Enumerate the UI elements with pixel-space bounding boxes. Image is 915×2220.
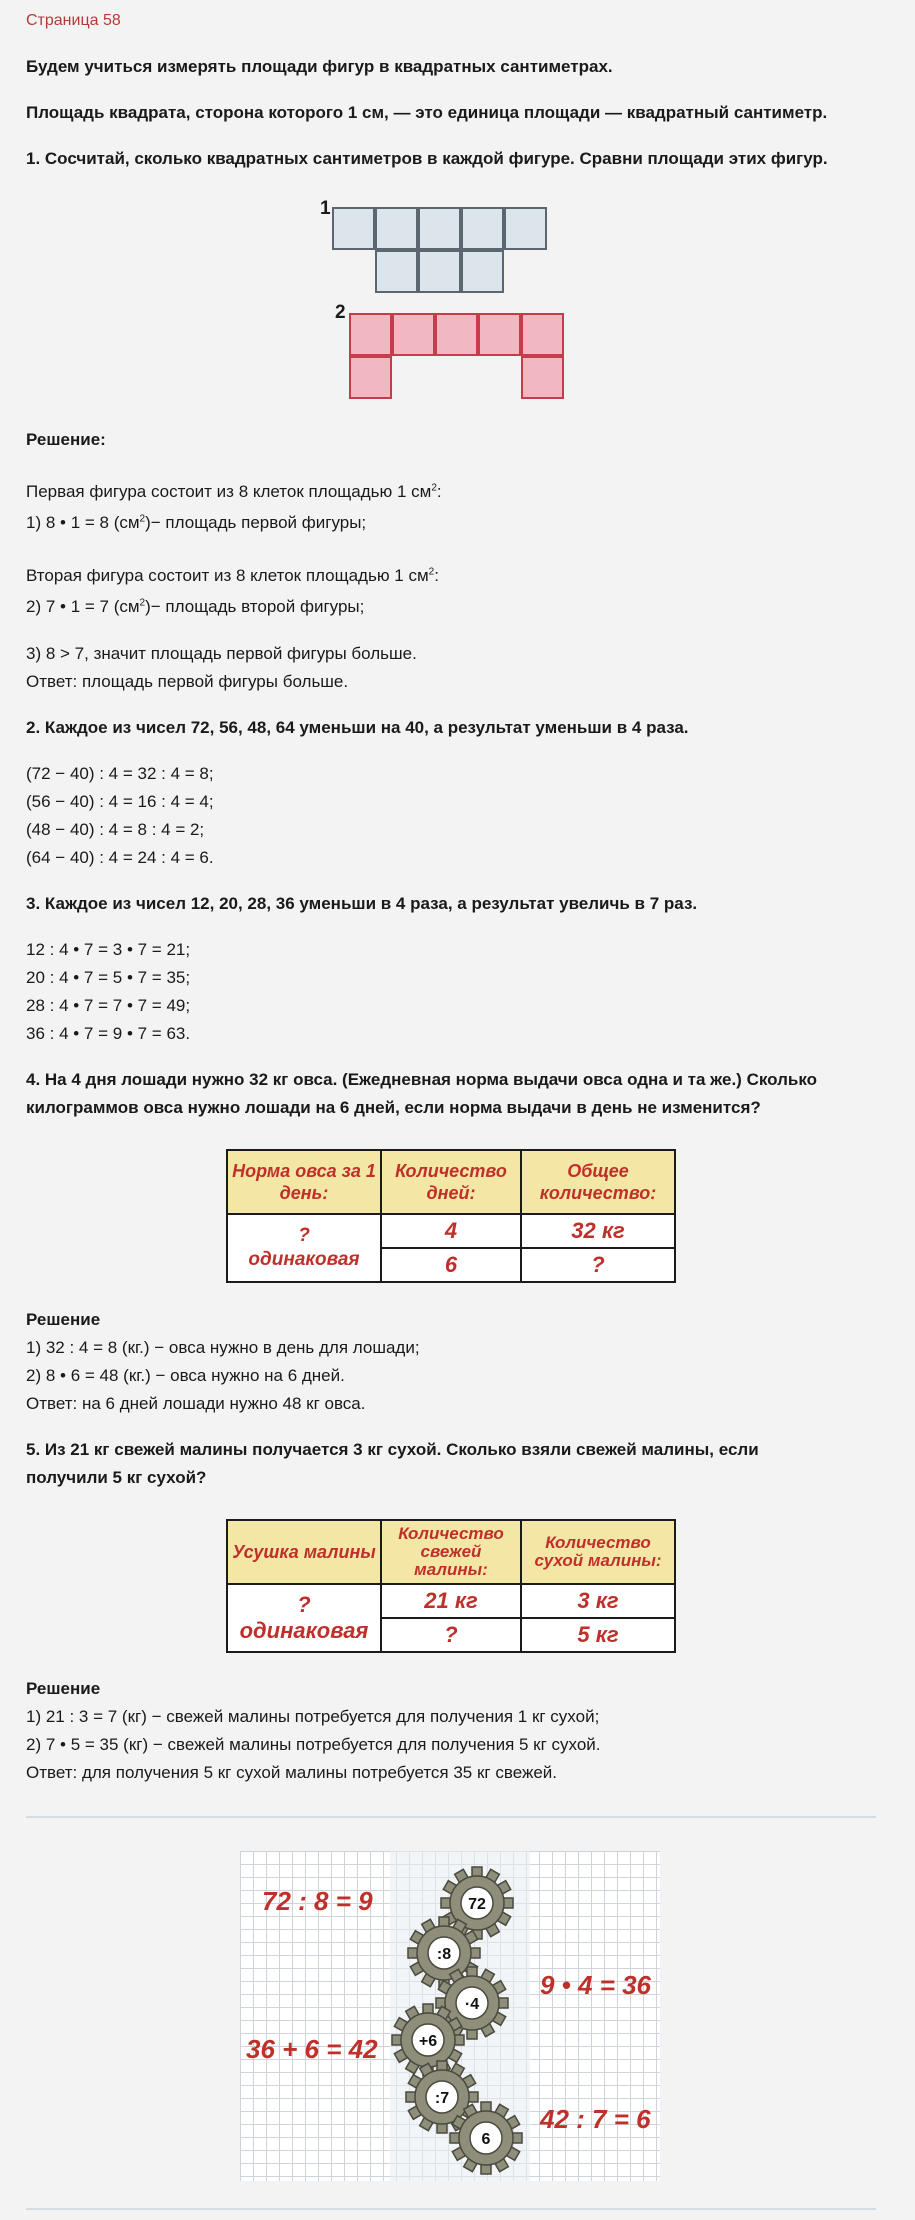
task2-line: (56 − 40) : 4 = 16 : 4 = 4;: [26, 792, 214, 811]
definition-text: Площадь квадрата, сторона которого 1 см, — это единица площади — квадратный сантиметр.: [26, 103, 828, 122]
task2-line: (64 − 40) : 4 = 24 : 4 = 6.: [26, 848, 214, 867]
task4-solution-label: Решение: [26, 1310, 101, 1329]
task4-table-header: Общее количество:: [521, 1150, 675, 1214]
svg-text:·4: ·4: [464, 1996, 480, 2013]
task3-text: 3. Каждое из чисел 12, 20, 28, 36 уменьши в 4 раза, а результат увеличь в 7 раз.: [26, 894, 698, 913]
task2-text: 2. Каждое из чисел 72, 56, 48, 64 уменьши на 40, а результат уменьши в 4 раза.: [26, 718, 689, 737]
task1-answer: Ответ: площадь первой фигуры больше.: [26, 672, 349, 691]
task4-table-header: Количество дней:: [381, 1150, 521, 1214]
task4-table-cell: 32 кг: [521, 1214, 675, 1248]
task5-line: 2) 7 • 5 = 35 (кг) − свежей малины потребуется для получения 5 кг сухой.: [26, 1735, 601, 1754]
svg-text::7: :7: [434, 2090, 450, 2107]
figure-1-label: 1: [320, 198, 331, 219]
task4-line: 1) 32 : 4 = 8 (кг.) − овса нужно в день для лошади;: [26, 1338, 420, 1357]
svg-text:+6: +6: [418, 2033, 438, 2050]
divider: [26, 2208, 876, 2210]
task4-table-cell: ?: [521, 1248, 675, 1282]
task5-table-cell: 3 кг: [521, 1584, 675, 1618]
page-title: Страница 58: [26, 12, 121, 29]
task3-line: 12 : 4 • 7 = 3 • 7 = 21;: [26, 940, 191, 959]
task4-answer: Ответ: на 6 дней лошади нужно 48 кг овса.: [26, 1394, 366, 1413]
task3-line: 20 : 4 • 7 = 5 • 7 = 35;: [26, 968, 191, 987]
task5-solution-label: Решение: [26, 1679, 101, 1698]
gears-equation: 36 + 6 = 42: [246, 2034, 378, 2064]
task5-text: 5. Из 21 кг свежей малины получается 3 кг сухой. Сколько взяли свежей малины, если: [26, 1440, 759, 1459]
task4-text: 4. На 4 дня лошади нужно 32 кг овса. (Ежедневная норма выдачи овса одна и та же.) Сколько: [26, 1070, 818, 1089]
task5-table-header: Количество свежей малины:: [381, 1520, 521, 1584]
task5-answer: Ответ: для получения 5 кг сухой малины потребуется 35 кг свежей.: [26, 1763, 558, 1782]
task5-table-cell: ?: [381, 1618, 521, 1652]
task4-table-cell: ? одинаковая: [227, 1214, 381, 1282]
task2-line: (72 − 40) : 4 = 32 : 4 = 8;: [26, 764, 214, 783]
task2-line: (48 − 40) : 4 = 8 : 4 = 2;: [26, 820, 205, 839]
task1-text: 1. Сосчитай, сколько квадратных сантиметров в каждой фигуре. Сравни площади этих фигур.: [26, 149, 828, 168]
task1-solution-label: Решение:: [26, 430, 106, 449]
task4-table-cell: 6: [381, 1248, 521, 1282]
figure-2-label: 2: [335, 302, 346, 323]
task4-table-header: Норма овса за 1 день:: [227, 1150, 381, 1214]
task5-text: получили 5 кг сухой?: [26, 1468, 207, 1487]
gears-equation: 9 • 4 = 36: [540, 1970, 652, 2000]
lesson-heading: Будем учиться измерять площади фигур в квадратных сантиметрах.: [26, 57, 613, 76]
task1-line: Первая фигура состоит из 8 клеток площадью 1 $см^2$:: [26, 482, 442, 501]
task1-line: 3) 8 > 7, значит площадь первой фигуры больше.: [26, 644, 417, 663]
task5-table-cell: ? одинаковая: [227, 1584, 381, 1652]
task5-table-cell: 5 кг: [521, 1618, 675, 1652]
task1-line: 1) 8 • 1 = 8 $(см^2)-$ площадь первой фигуры;: [26, 513, 367, 532]
task1-line: Вторая фигура состоит из 8 клеток площадью 1 $см^2$:: [26, 566, 439, 585]
svg-text:72: 72: [468, 1896, 486, 1913]
task4-table-cell: 4: [381, 1214, 521, 1248]
svg-text::8: :8: [436, 1946, 452, 1963]
task5-line: 1) 21 : 3 = 7 (кг) − свежей малины потребуется для получения 1 кг сухой;: [26, 1707, 600, 1726]
task5-table-header: Количество сухой малины:: [521, 1520, 675, 1584]
task1-line: 2) 7 • 1 = 7 $(см^2)-$ площадь второй фигуры;: [26, 597, 365, 616]
task5-table-cell: 21 кг: [381, 1584, 521, 1618]
gears-equation: 72 : 8 = 9: [262, 1886, 373, 1916]
task4-line: 2) 8 • 6 = 48 (кг.) − овса нужно на 6 дней.: [26, 1366, 345, 1385]
task5-table-header: Усушка малины: [227, 1520, 381, 1584]
task4-text: килограммов овса нужно лошади на 6 дней, если норма выдачи в день не изменится?: [26, 1098, 761, 1117]
svg-text:6: 6: [481, 2131, 491, 2148]
task3-line: 28 : 4 • 7 = 7 • 7 = 49;: [26, 996, 191, 1015]
gears-equation: 42 : 7 = 6: [540, 2104, 651, 2134]
task3-line: 36 : 4 • 7 = 9 • 7 = 63.: [26, 1024, 191, 1043]
